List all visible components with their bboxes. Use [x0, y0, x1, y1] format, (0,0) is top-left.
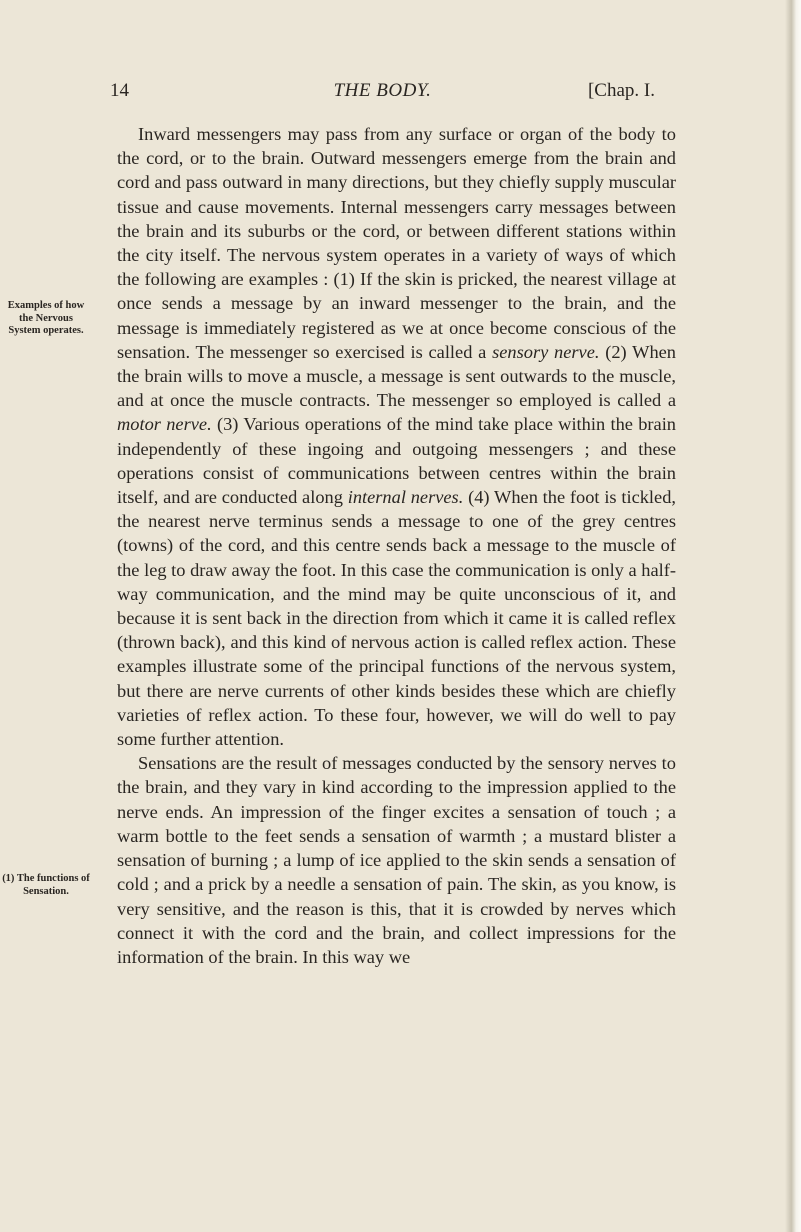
paragraph-nervous-system	[117, 122, 676, 751]
chapter-label: [Chap. I.	[587, 80, 655, 101]
margin-note-examples: Examples of how the Nervous System operates.	[7, 300, 85, 336]
term-motor-nerve: motor nerve.	[117, 414, 212, 435]
term-internal-nerves: internal nerves.	[347, 487, 464, 508]
term-sensory-nerve: sensory nerve.	[492, 341, 600, 362]
running-header	[110, 80, 655, 106]
page-number: 14	[110, 80, 129, 101]
running-title: THE BODY.	[333, 80, 432, 101]
page-edge	[785, 0, 801, 1232]
paragraph-text: (2) When the brain wills to move a muscle, a message is sent outwards to the muscle, and at once the muscle contracts. The messenger so employed is called a	[117, 341, 676, 411]
paragraph-text: (4) When the foot is tickled, the nearest nerve terminus sends a message to one of the grey centres (towns) of the cord, and this centre sends back a message to the muscle of the leg to draw away the foot. In this case the communication is only a half-way communication, and the mind may be quite unconscious of it, and because it is sent back in the direction from which it came it is called reflex (thrown back), and this kind of nervous action is called reflex action. These examples illustrate some of the principal functions of the nervous system, but there are nerve currents of other kinds besides these which are chiefly varieties of reflex action. To these four, however, we will do well to pay some further attention.	[117, 487, 676, 750]
paragraph-text: (3) Various operations of the mind take place within the brain independently of these ingoing and outgoing messengers ; and these operations consist of communications between centres within the brain itself, and are conducted along	[117, 414, 676, 508]
margin-note-sensation: (1) The functions of Sensation.	[2, 873, 90, 897]
body-text	[117, 122, 676, 969]
paragraph-text: Inward messengers may pass from any surface or organ of the body to the cord, or to the brain. Outward messengers emerge from the brain and cord and pass outward in many directions, but they chiefly supply muscular tissue and cause movements. Internal messengers carry messages between the brain and its suburbs or the cord, or between different stations within the city itself. The nervous system operates in a variety of ways of which the following are examples : (1) If the skin is pricked, the nearest village at once sends a message by an inward messenger to the brain, and the message is immediately registered as we at once become conscious of the sensation. The messenger so exercised is called a	[117, 124, 676, 362]
paragraph-sensation: Sensations are the result of messages conducted by the sensory nerves to the brain, and they vary in kind according to the impression applied to the nerve ends. An impression of the finger excites a sensation of touch ; a warm bottle to the feet sends a sensation of warmth ; a mustard blister a sensation of burning ; a lump of ice applied to the skin sends a sensation of cold ; and a prick by a needle a sensation of pain. The skin, as you know, is very sensitive, and the reason is this, that it is crowded by nerves which connect it with the cord and the brain, and collect impressions for the information of the brain. In this way we	[117, 753, 676, 967]
